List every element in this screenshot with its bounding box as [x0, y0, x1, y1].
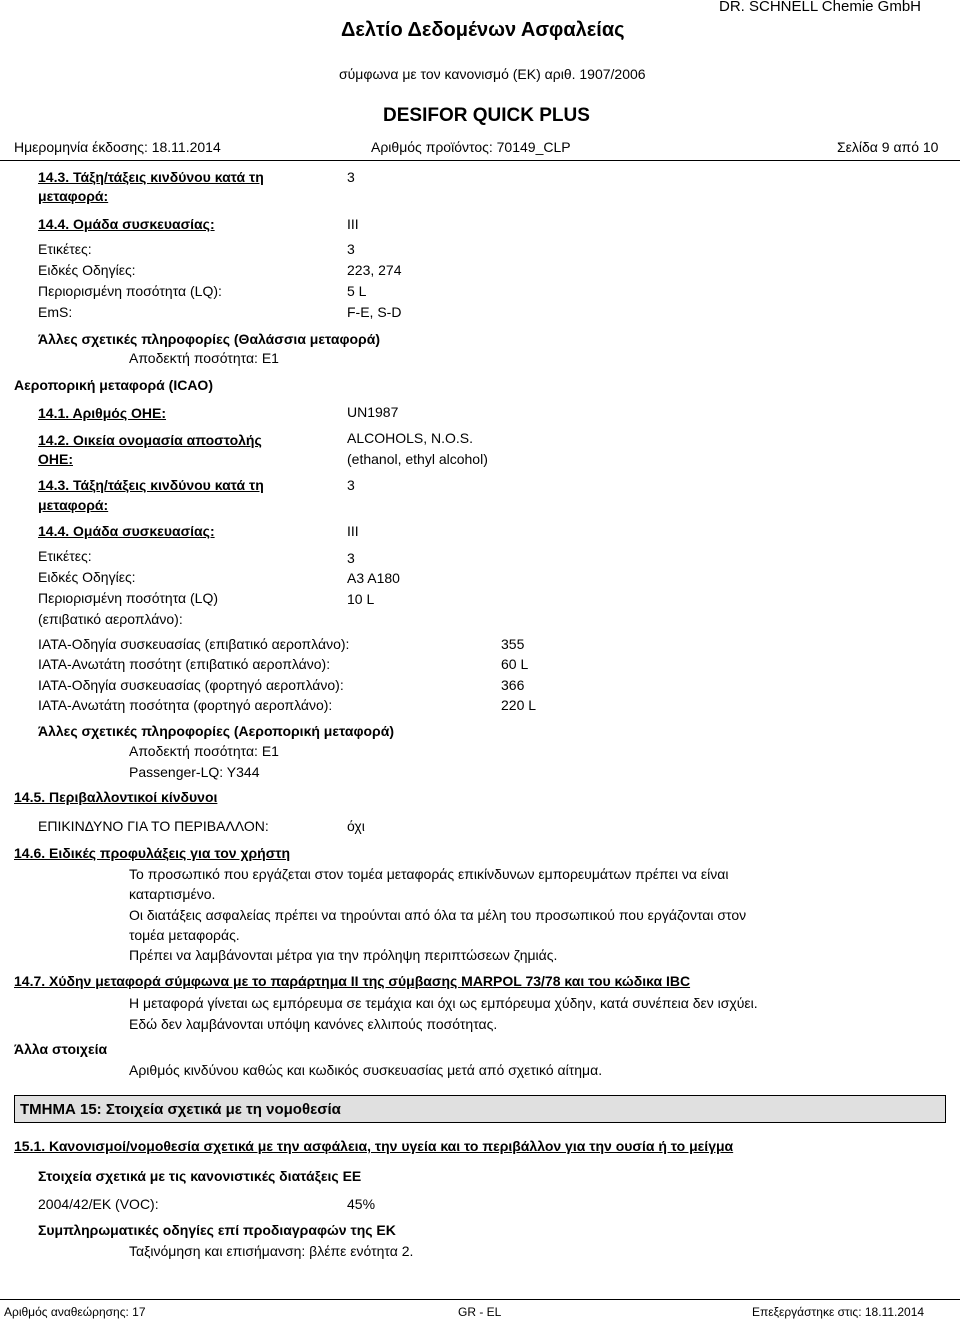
air-labels-value: 3 — [347, 550, 355, 566]
bulk-transport-title: 14.7. Χύδην μεταφορά σύμφωνα με το παράρτημα II της σύμβασης MARPOL 73/78 και του κώδικα IBC — [14, 973, 691, 989]
precautions-line: καταρτισμένο. — [129, 886, 216, 902]
air-hazard-class-value: 3 — [347, 477, 355, 493]
sea-labels-value: 3 — [347, 241, 355, 257]
air-limited-qty-label: Περιορισμένη ποσότητα (LQ) — [38, 590, 219, 606]
air-shipping-name-label-2: ΟΗΕ: — [38, 451, 73, 467]
section-15-title: ΤΜΗΜΑ 15: Στοιχεία σχετικά με τη νομοθεσία — [20, 1101, 341, 1118]
precautions-line: Το προσωπικό που εργάζεται στον τομέα μεταφοράς επικίνδυνων εμπορευμάτων πρέπει να είναι — [129, 866, 729, 882]
iata-row-label: IATA-Οδηγία συσκευασίας (φορτηγό αεροπλάνο): — [38, 677, 344, 693]
issue-date: Ημερομηνία έκδοσης: 18.11.2014 — [14, 139, 221, 155]
precautions-line: Οι διατάξεις ασφαλείας πρέπει να τηρούνται από όλα τα μέλη του προσωπικού που εργάζονται στον — [129, 907, 747, 923]
air-special-provisions-label: Ειδκές Οδηγίες: — [38, 569, 136, 585]
product-name: DESIFOR QUICK PLUS — [383, 105, 590, 126]
air-shipping-name-label: 14.2. Οικεία ονομασία αποστολής — [38, 432, 262, 448]
air-packing-group-label: 14.4. Ομάδα συσκευασίας: — [38, 523, 215, 539]
iata-row-value: 220 L — [501, 697, 537, 713]
bulk-transport-line: Εδώ δεν λαμβάνονται υπόψη κανόνες ελλιπούς ποσότητας. — [129, 1016, 498, 1032]
processed-date: Επεξεργάστηκε στις: 18.11.2014 — [752, 1305, 925, 1319]
sea-limited-qty-value: 5 L — [347, 283, 367, 299]
sea-ems-label: EmS: — [38, 304, 73, 320]
regulation-text: σύμφωνα με τον κανονισμό (ΕΚ) αριθ. 1907/2006 — [339, 66, 646, 82]
product-number: Αριθμός προϊόντος: 70149_CLP — [371, 139, 571, 155]
supplementary-title: Συμπληρωματικές οδηγίες επί προδιαγραφών της ΕΚ — [38, 1222, 396, 1238]
voc-label: 2004/42/EK (VOC): — [38, 1196, 159, 1212]
supplementary-text: Ταξινόμηση και επισήμανση: βλέπε ενότητα 2. — [129, 1243, 414, 1259]
sea-excepted-qty: Αποδεκτή ποσότητα: E1 — [129, 350, 279, 366]
env-hazard-label: ΕΠΙΚΙΝΔΥΝΟ ΓΙΑ ΤΟ ΠΕΡΙΒΑΛΛΟΝ: — [38, 818, 269, 834]
sea-hazard-class-value: 3 — [347, 169, 355, 185]
air-labels-label: Ετικέτες: — [38, 548, 92, 564]
air-hazard-class-label-2: μεταφορά: — [38, 497, 109, 513]
iata-row-label: IATA-Οδηγία συσκευασίας (επιβατικό αεροπλάνο): — [38, 636, 350, 652]
eu-regulations-title: Στοιχεία σχετικά με τις κανονιστικές διατάξεις ΕΕ — [38, 1168, 362, 1184]
sea-other-info-title: Άλλες σχετικές πληροφορίες (Θαλάσσια μεταφορά) — [38, 331, 380, 347]
air-hazard-class-label: 14.3. Τάξη/τάξεις κινδύνου κατά τη — [38, 477, 264, 493]
precautions-line: Πρέπει να λαμβάνονται μέτρα για την πρόληψη περιπτώσεων ζημιάς. — [129, 947, 558, 963]
sea-labels-label: Ετικέτες: — [38, 241, 92, 257]
language-code: GR - EL — [458, 1305, 502, 1319]
air-transport-title: Αεροπορική μεταφορά (ICAO) — [14, 377, 213, 393]
sea-hazard-class-label: 14.3. Τάξη/τάξεις κινδύνου κατά τη — [38, 169, 264, 185]
sea-limited-qty-label: Περιορισμένη ποσότητα (LQ): — [38, 283, 222, 299]
header-rule — [0, 160, 960, 161]
iata-row-label: IATA-Ανωτάτη ποσότητα (φορτηγό αεροπλάνο): — [38, 697, 333, 713]
user-precautions-title: 14.6. Ειδικές προφυλάξεις για τον χρήστη — [14, 845, 291, 861]
other-info-title: Άλλα στοιχεία — [14, 1041, 108, 1057]
air-special-provisions-value: A3 A180 — [347, 570, 400, 586]
other-info-text: Αριθμός κινδύνου καθώς και κωδικός συσκευασίας μετά από σχετικό αίτημα. — [129, 1062, 603, 1078]
sea-special-provisions-label: Ειδκές Οδηγίες: — [38, 262, 136, 278]
sea-ems-value: F-E, S-D — [347, 304, 402, 320]
document-title: Δελτίο Δεδομένων Ασφαλείας — [341, 19, 625, 41]
page-number: Σελίδα 9 από 10 — [837, 139, 939, 155]
bulk-transport-line: Η μεταφορά γίνεται ως εμπόρευμα σε τεμάχια και όχι ως εμπόρευμα χύδην, κατά συνέπεια δεν ισχύει. — [129, 995, 758, 1011]
air-shipping-name-value-2: (ethanol, ethyl alcohol) — [347, 451, 488, 467]
air-packing-group-value: III — [347, 523, 359, 539]
iata-row-value: 366 — [501, 677, 525, 693]
iata-row-value: 355 — [501, 636, 525, 652]
sea-packing-group-value: III — [347, 216, 359, 232]
sea-special-provisions-value: 223, 274 — [347, 262, 402, 278]
precautions-line: τομέα μεταφοράς. — [129, 927, 240, 943]
sea-hazard-class-label-2: μεταφορά: — [38, 188, 109, 204]
air-un-label: 14.1. Αριθμός ΟΗΕ: — [38, 405, 167, 421]
air-limited-qty-value: 10 L — [347, 591, 375, 607]
air-excepted-qty: Αποδεκτή ποσότητα: E1 — [129, 743, 279, 759]
iata-row-value: 60 L — [501, 656, 529, 672]
air-other-info-title: Άλλες σχετικές πληροφορίες (Αεροπορική μεταφορά) — [38, 723, 394, 739]
revision-number: Αριθμός αναθεώρησης: 17 — [4, 1305, 146, 1319]
section-15-header — [14, 1095, 946, 1123]
iata-row-label: IATA-Ανωτάτη ποσότητ (επιβατικό αεροπλάνο): — [38, 656, 331, 672]
regulations-title: 15.1. Κανονισμοί/νομοθεσία σχετικά με την ασφάλεια, την υγεία και το περιβάλλον για την ουσία ή το μείγμα — [14, 1138, 734, 1154]
air-passenger-lq: Passenger-LQ: Y344 — [129, 764, 260, 780]
env-hazard-value: όχι — [347, 818, 365, 834]
footer-rule — [0, 1299, 960, 1300]
air-limited-qty-label-2: (επιβατικό αεροπλάνο): — [38, 611, 183, 627]
company-name: DR. SCHNELL Chemie GmbH — [719, 0, 921, 15]
env-hazards-title: 14.5. Περιβαλλοντικοί κίνδυνοι — [14, 789, 218, 805]
air-un-value: UN1987 — [347, 404, 399, 420]
voc-value: 45% — [347, 1196, 376, 1212]
sea-packing-group-label: 14.4. Ομάδα συσκευασίας: — [38, 216, 215, 232]
air-shipping-name-value: ALCOHOLS, N.O.S. — [347, 430, 474, 446]
